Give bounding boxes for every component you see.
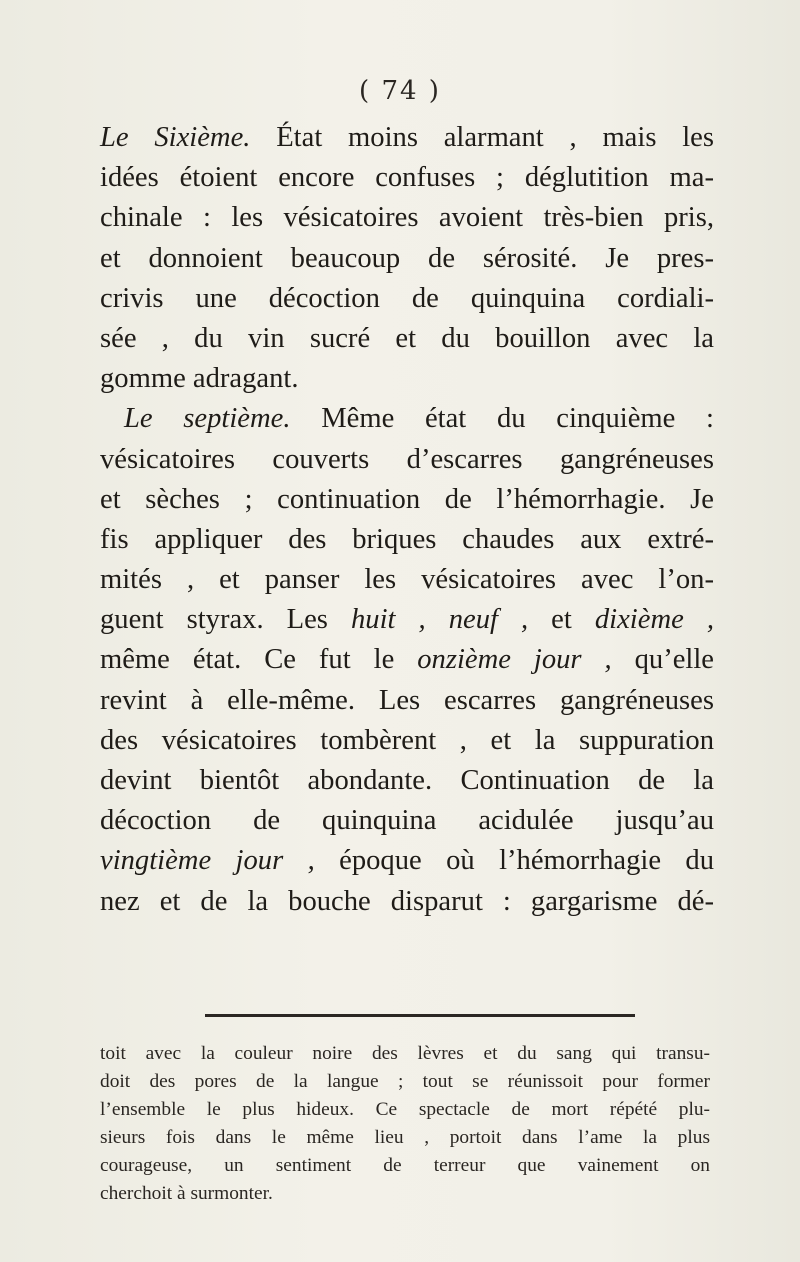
footnote-line: courageuse, un sentiment de terreur que vainement on — [100, 1155, 710, 1176]
text-line: gomme adragant. — [100, 363, 299, 395]
text-line: mités , et panser les vésicatoires avec l’on- — [100, 564, 714, 596]
text-line: nez et de la bouche disparut : gargarisme dé- — [100, 885, 714, 917]
text-line: vésicatoires couverts d’escarres gangréneuses — [100, 443, 714, 475]
text-line: même état. Ce fut le onzième jour , qu’elle — [100, 644, 714, 676]
main-text — [100, 118, 714, 922]
text-line: Le Sixième. État moins alarmant , mais les — [100, 122, 714, 153]
section-heading: Le septième. — [124, 403, 291, 435]
footnote-line: l’ensemble le plus hideux. Ce spectacle de mort répété plu- — [100, 1099, 710, 1120]
text-line: et donnoient beaucoup de sérosité. Je pres- — [100, 242, 714, 274]
text-line: guent styrax. Les huit , neuf , et dixième , — [100, 604, 714, 636]
section-heading: Le Sixième. — [100, 122, 251, 153]
footnote-line: doit des pores de la langue ; tout se réunissoit pour former — [100, 1071, 710, 1092]
text-line: devint bientôt abondante. Continuation de la — [100, 765, 714, 796]
text-line: des vésicatoires tombèrent , et la suppuration — [100, 724, 714, 756]
footnote-divider — [205, 1014, 635, 1017]
text-line: chinale : les vésicatoires avoient très-bien pris, — [100, 202, 714, 234]
text-line: idées étoient encore confuses ; déglutition ma- — [100, 162, 714, 194]
text-line: fis appliquer des briques chaudes aux extré- — [100, 523, 714, 555]
text-line: sée , du vin sucré et du bouillon avec la — [100, 322, 714, 354]
text-line: Le septième. Même état du cinquième : — [124, 403, 714, 435]
text-line: crivis une décoction de quinquina cordiali- — [100, 282, 714, 314]
footnote-line: sieurs fois dans le même lieu , portoit dans l’ame la plus — [100, 1127, 710, 1148]
text-line: vingtième jour , époque où l’hémorrhagie du — [100, 845, 715, 877]
footnote-line: toit avec la couleur noire des lèvres et du sang qui transu- — [100, 1043, 710, 1064]
text-line: décoction de quinquina acidulée jusqu’au — [100, 805, 714, 837]
footnote-line: cherchoit à surmonter. — [100, 1183, 273, 1204]
footnote-text — [100, 1040, 710, 1208]
text-line: et sèches ; continuation de l’hémorrhagie. Je — [100, 483, 714, 515]
text-line: revint à elle-même. Les escarres gangréneuses — [100, 684, 714, 716]
page-number: ( 74 ) — [359, 76, 441, 106]
